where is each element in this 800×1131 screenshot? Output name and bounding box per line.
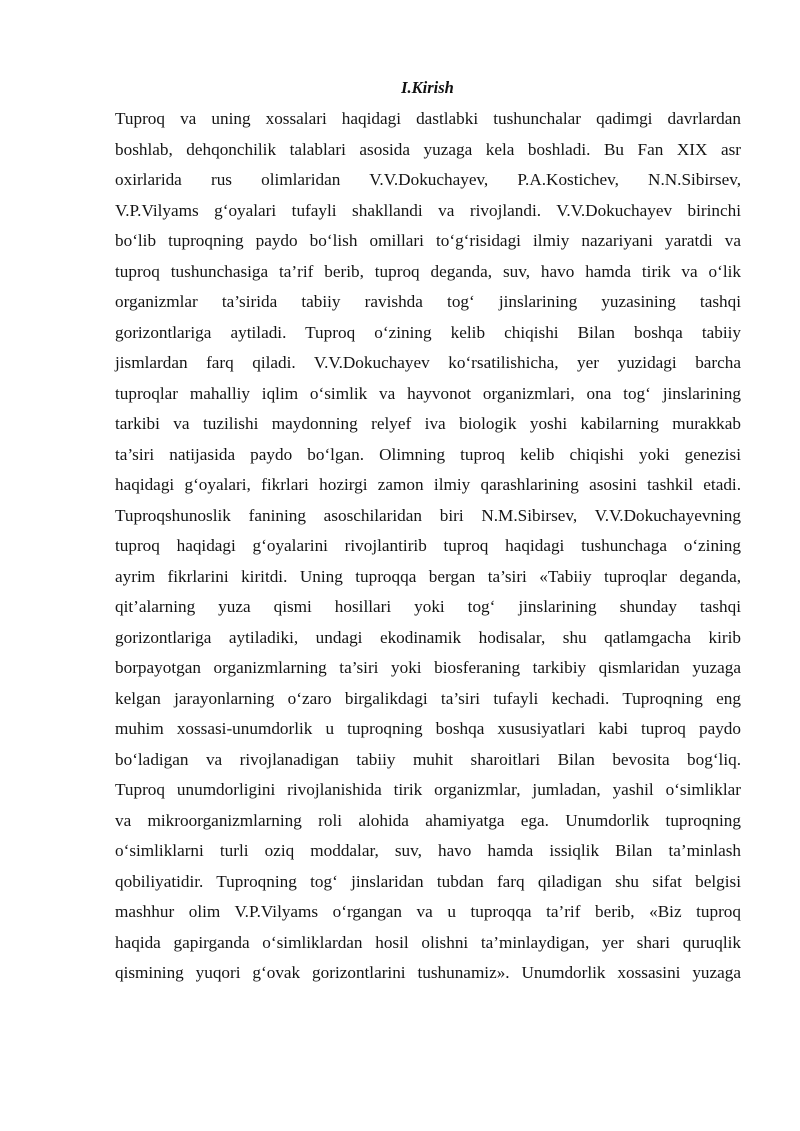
text-line: gorizontlariga aytiladiki, undagi ekodinamik hodisalar, shu qatlamgacha kirib [115, 627, 741, 647]
text-line: organizmlar ta’sirida tabiiy ravishda tog‘ jinslarining yuzasining tashqi [115, 292, 741, 311]
text-line: borpayotgan organizmlarning ta’siri yoki biosferaning tarkibiy qismlaridan yuzaga [115, 658, 741, 677]
text-line: mashhur olim V.P.Vilyams o‘rgangan va u tuproqqa ta’rif berib, «Biz tuproq [115, 902, 741, 921]
text-line: Tuproq va uning xossalari haqidagi dastlabki tushunchalar qadimgi davrlardan [115, 109, 741, 128]
text-line: boshlab, dehqonchilik talablari asosida yuzaga kela boshladi. Bu Fan XIX asr [115, 139, 741, 159]
text-line: ta’siri natijasida paydo bo‘lgan. Olimning tuproq kelib chiqishi yoki genezisi [115, 444, 741, 464]
text-line: V.P.Vilyams g‘oyalari tufayli shakllandi va rivojlandi. V.V.Dokuchayev birinchi [115, 200, 741, 220]
text-line: oxirlarida rus olimlaridan V.V.Dokuchayev, P.A.Kostichev, N.N.Sibirsev, [115, 170, 741, 189]
text-line: bo‘ladigan va rivojlanadigan tabiiy muhit sharoitlari Bilan bevosita bog‘liq. [115, 749, 741, 769]
text-line: tarkibi va tuzilishi maydonning relyef iva biologik yoshi kabilarning murakkab [115, 414, 741, 433]
text-line: muhim xossasi-unumdorlik u tuproqning boshqa xususiyatlari kabi tuproq paydo [115, 719, 741, 738]
text-line: tuproq tushunchasiga ta’rif berib, tuproq deganda, suv, havo hamda tirik va o‘lik [115, 261, 741, 281]
text-line: haqidagi g‘oyalari, fikrlari hozirgi zamon ilmiy qarashlarining asosini tashkil etadi. [115, 475, 741, 494]
text-line: Tuproq unumdorligini rivojlanishida tirik organizmlar, jumladan, yashil o‘simliklar [115, 780, 741, 799]
text-line: Tuproqshunoslik fanining asoschilaridan biri N.M.Sibirsev, V.V.Dokuchayevning [115, 505, 741, 525]
text-line: bo‘lib tuproqning paydo bo‘lish omillari to‘g‘risidagi ilmiy nazariyani yaratdi va [115, 231, 741, 250]
text-line: haqida gapirganda o‘simliklardan hosil olishni ta’minlaydigan, yer shari quruqlik [115, 932, 741, 952]
text-line: qobiliyatidir. Tuproqning tog‘ jinslaridan tubdan farq qiladigan shu sifat belgisi [115, 871, 741, 891]
text-line: tuproqlar mahalliy iqlim o‘simlik va hayvonot organizmlari, ona tog‘ jinslarining [115, 383, 741, 403]
text-line: va mikroorganizmlarning roli alohida ahamiyatga ega. Unumdorlik tuproqning [115, 810, 741, 830]
text-line: qismining yuqori g‘ovak gorizontlarini tushunamiz». Unumdorlik xossasini yuzaga [115, 963, 741, 982]
section-title: I.Kirish [401, 78, 454, 97]
text-line: ayrim fikrlarini kiritdi. Uning tuproqqa bergan ta’siri «Tabiiy tuproqlar deganda, [115, 566, 741, 586]
text-line: o‘simliklarni turli oziq moddalar, suv, havo hamda issiqlik Bilan ta’minlash [115, 841, 741, 860]
body-paragraph [115, 104, 741, 989]
text-line: jismlardan farq qiladi. V.V.Dokuchayev ko‘rsatilishicha, yer yuzidagi barcha [115, 353, 741, 372]
text-line: gorizontlariga aytiladi. Tuproq o‘zining kelib chiqishi Bilan boshqa tabiiy [115, 322, 741, 342]
text-line: tuproq haqidagi g‘oyalarini rivojlantirib tuproq haqidagi tushunchaga o‘zining [115, 536, 741, 555]
text-line: kelgan jarayonlarning o‘zaro birgalikdagi ta’siri tufayli kechadi. Tuproqning eng [115, 688, 741, 708]
text-line: qit’alarning yuza qismi hosillari yoki tog‘ jinslarining shunday tashqi [115, 597, 741, 616]
